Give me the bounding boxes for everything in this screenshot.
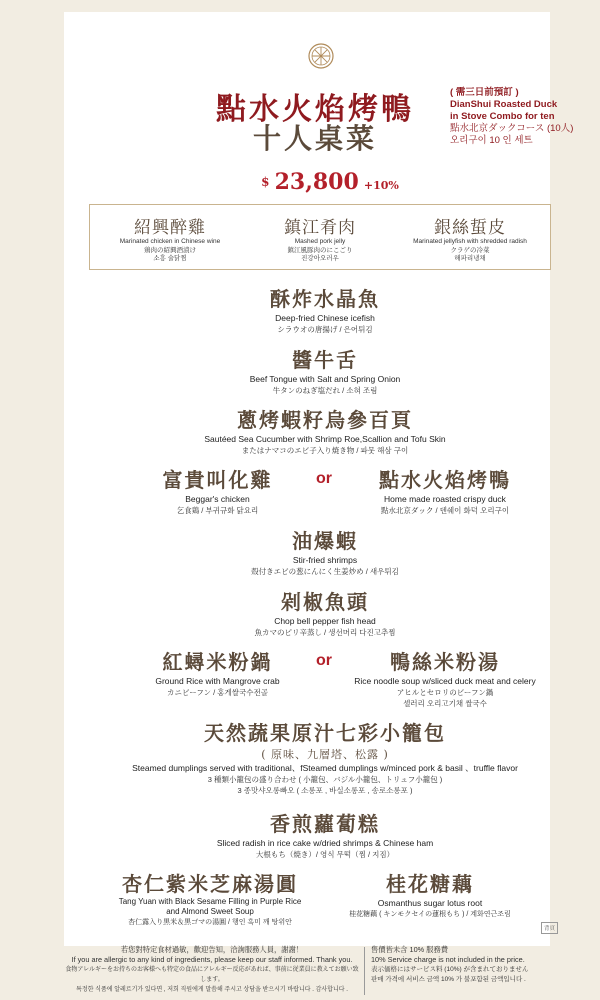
dish-jp: 牛タンのねぎ塩だれ / 소혀 조림 bbox=[272, 386, 378, 395]
dish-name: 桂花糖藕 bbox=[386, 872, 474, 896]
menu-title: 點水火焰烤鴨 bbox=[216, 92, 414, 127]
note-en-line1: DianShui Roasted Duck bbox=[450, 99, 558, 110]
cold-dish-name: 鎮江肴肉 bbox=[284, 218, 356, 238]
dish-en: Sliced radish in rice cake w/dried shrimps & Chinese ham bbox=[216, 838, 434, 848]
price-tax: +10% bbox=[363, 179, 399, 192]
dish-jp: シラウオの唐揚げ / 은어튀김 bbox=[277, 325, 373, 334]
reservation-note bbox=[450, 87, 590, 147]
dish-roasted-duck bbox=[340, 464, 550, 516]
dish-tongue bbox=[180, 344, 470, 396]
dish-en-2: and Almond Sweet Soup bbox=[166, 907, 254, 916]
dish-name: 杏仁紫米芝麻湯圓 bbox=[122, 872, 298, 896]
cold-dish-name: 紹興醉雞 bbox=[134, 218, 206, 238]
cold-dish-en: Mashed pork jelly bbox=[294, 238, 346, 245]
dish-shrimp bbox=[180, 525, 470, 577]
dish-en: Sautéed Sea Cucumber with Shrimp Roe,Scallion and Tofu Skin bbox=[204, 434, 446, 444]
set-price bbox=[255, 169, 405, 195]
service-jp: 表示価格にはサービス料 (10%) が含まれておりません bbox=[371, 966, 529, 973]
dish-radish-cake bbox=[170, 808, 480, 860]
service-kr: 판매 가격에 서비스 금액 10% 가 불포함된 금액입니다 . bbox=[371, 976, 526, 983]
dish-kr: 셀러리 오리고기채 쌀국수 bbox=[403, 699, 487, 708]
dish-name: 鴨絲米粉湯 bbox=[390, 650, 500, 674]
or-label: or bbox=[316, 652, 332, 669]
dish-tangyuan bbox=[100, 868, 320, 928]
dish-jp: アヒルとセロリのビーフン鍋 bbox=[396, 688, 494, 697]
dish-jp: カニビーフン / 홍게쌀국수전골 bbox=[167, 688, 268, 697]
dish-jp: 大根もち（焼き）/ 영식 무떡（찜 / 지짐） bbox=[255, 850, 395, 859]
dish-en: Home made roasted crispy duck bbox=[384, 494, 506, 504]
cold-dish-kr: 진강아오러우 bbox=[301, 255, 339, 262]
dish-jp: 點水北京ダック / 덴쉐이 화덕 오리구이 bbox=[380, 506, 510, 515]
dish-variants: ( 原味、九層塔、松露 ) bbox=[261, 748, 389, 761]
dish-name: 剁椒魚頭 bbox=[281, 590, 369, 614]
dish-icefish bbox=[180, 283, 470, 335]
dish-en: Beggar's chicken bbox=[185, 494, 250, 504]
allergy-zh: 若您對特定食材過敏，歡迎告知，洽詢服務人員，謝謝！ bbox=[120, 945, 304, 954]
dish-en: Rice noodle soup w/sliced duck meat and celery bbox=[354, 676, 536, 686]
dish-name: 油爆蝦 bbox=[292, 529, 358, 553]
dish-en: Deep-fried Chinese icefish bbox=[275, 313, 375, 323]
dish-sea-cucumber bbox=[160, 404, 490, 456]
dish-en: Chop bell pepper fish head bbox=[274, 616, 376, 626]
page-tag: 背頁 bbox=[541, 922, 558, 934]
cold-dish-name: 銀絲蜇皮 bbox=[434, 218, 506, 238]
cold-dish-kr: 소흥 술닭찜 bbox=[153, 255, 187, 262]
dish-en: Beef Tongue with Salt and Spring Onion bbox=[249, 374, 401, 384]
dish-jp: 桂花糖藕 ( キンモクセイの蓮根もち ) / 계화연근조림 bbox=[349, 911, 511, 918]
allergy-kr: 특정한 식품에 알레르기가 있다면 , 저희 직원에게 말씀해 주시고 상담을 받으시기 바랍니다 . 감사합니다 . bbox=[76, 987, 348, 993]
cold-dish-kr: 해파리냉채 bbox=[454, 255, 486, 262]
price-amount: 23,800 bbox=[274, 169, 359, 195]
dish-en: Stir-fried shrimps bbox=[292, 555, 358, 565]
dish-jp: 杏仁露入り黒米＆黒ゴマの湯圓 / 행인 흑미 깨 탕위안 bbox=[128, 919, 292, 926]
dish-name: 富貴叫化雞 bbox=[162, 468, 273, 492]
dish-name: 醬牛舌 bbox=[292, 348, 358, 372]
dish-fish-head bbox=[180, 586, 470, 638]
service-charge-notice bbox=[371, 945, 591, 985]
menu-subtitle: 十人桌菜 bbox=[252, 122, 377, 155]
dish-name: 蔥烤蝦籽烏參百頁 bbox=[237, 408, 413, 432]
service-en: 10% Service charge is not included in the price. bbox=[371, 955, 525, 964]
dish-jp: 乞食鶏 / 부귀규화 닭요리 bbox=[176, 506, 259, 515]
dish-en: Ground Rice with Mangrove crab bbox=[155, 676, 280, 686]
dish-name: 酥炸水晶魚 bbox=[270, 287, 380, 311]
restaurant-logo-icon bbox=[308, 43, 334, 69]
dish-name: 香煎蘿蔔糕 bbox=[270, 812, 380, 836]
note-jp: 點水北京ダックコース (10人) bbox=[450, 123, 574, 134]
footer-divider bbox=[364, 947, 365, 995]
or-label: or bbox=[316, 470, 332, 487]
cold-dish bbox=[95, 213, 245, 264]
dish-duck-soup bbox=[335, 646, 555, 709]
dish-en: Osmanthus sugar lotus root bbox=[377, 898, 483, 908]
dish-name: 紅蟳米粉鍋 bbox=[162, 650, 273, 674]
reservation-notice: ( 需三日前預訂 ) bbox=[450, 87, 519, 98]
cold-dish bbox=[245, 213, 395, 264]
price-currency: $ bbox=[261, 175, 270, 189]
cold-dish-jp: 鎮江風豚肉のにこごり bbox=[287, 246, 353, 254]
dish-jp: 3 種類小籠包の盛り合わせ ( 小籠包、バジル小籠包、トリュフ小籠包 ) bbox=[207, 775, 443, 784]
dish-beggars-chicken bbox=[125, 464, 310, 516]
cold-dish-box bbox=[89, 204, 551, 270]
dish-dumplings bbox=[100, 717, 550, 796]
dish-name: 天然蔬果原汁七彩小籠包 bbox=[204, 721, 446, 745]
dish-en: Steamed dumplings served with traditional、fSteamed dumplings w/minced pork & basil 、truffle flavor bbox=[132, 763, 518, 773]
note-en-line2: in Stove Combo for ten bbox=[450, 111, 555, 122]
dish-jp: 殻付きエビの葱にんにく生姜炒め / 새우튀김 bbox=[251, 567, 399, 576]
service-zh: 售價皆未含 10% 服務費 bbox=[371, 945, 449, 954]
cold-dish bbox=[395, 213, 545, 264]
cold-dish-en: Marinated jellyfish with shredded radish bbox=[413, 238, 527, 245]
allergy-en: If you are allergic to any kind of ingredients, please keep our staff informed. Thank you. bbox=[71, 955, 353, 964]
cold-dish-jp: 鶏肉の紹興酒漬け bbox=[144, 246, 196, 254]
allergy-notice bbox=[64, 945, 360, 995]
dish-name: 點水火焰烤鴨 bbox=[379, 468, 511, 492]
dish-jp: 魚カマのピリ辛蒸し / 생선머리 다진고추찜 bbox=[254, 628, 396, 637]
cold-dish-en: Marinated chicken in Chinese wine bbox=[119, 238, 221, 245]
dish-crab-noodles bbox=[125, 646, 310, 698]
allergy-jp: 食物アレルギーをお持ちのお客様へも特定の食品にアレルギー反応があれば、事前に従業員に教えてお願い致します。 bbox=[65, 967, 359, 983]
dish-en: Tang Yuan with Black Sesame Filling in Purple Rice bbox=[118, 897, 302, 906]
dish-lotus-root bbox=[320, 868, 540, 920]
cold-dish-jp: クラゲの冷菜 bbox=[450, 246, 490, 254]
note-kr: 오리구이 10 인 세트 bbox=[450, 135, 533, 146]
dish-jp: またはナマコのエビ子入り焼き物 / 파뭇 해삼 구이 bbox=[241, 446, 409, 455]
dish-kr: 3 종맛샤오롱빠오 ( 소롱포 , 바실소롱포 , 송로소롱포 ) bbox=[237, 786, 413, 795]
